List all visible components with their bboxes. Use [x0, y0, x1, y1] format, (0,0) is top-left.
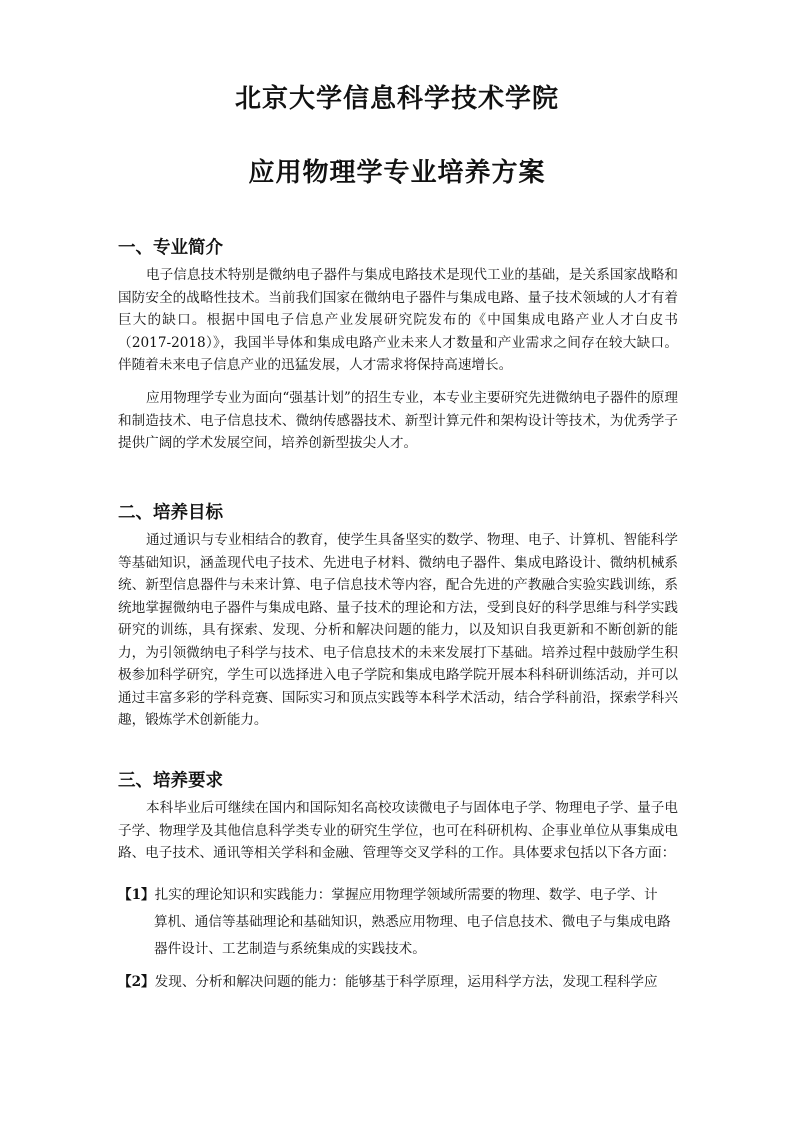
introduction-paragraph-2: 应用物理学专业为面向“强基计划”的招生专业，本专业主要研究先进微纳电子器件的原理和制造技术、电子信息技术、微纳传感器技术、新型计算元件和架构设计等技术，为优秀学子提供广阔的学术发展空间，培养创新型拔尖人才。 [118, 390, 678, 451]
objectives-paragraph: 通过通识与专业相结合的教育，使学生具备坚实的数学、物理、电子、计算机、智能科学等基础知识，涵盖现代电子技术、先进电子材料、微纳电子器件、集成电路设计、微纳机械系统、新型信息器件与未来计算、电子信息技术等内容，配合先进的产教融合实验实践训练，系统地掌握微纳电子器件与集成电路、量子技术的理论和方法，受到良好的科学思维与科学实践研究的训练，具有探索、发现、分析和解决问题的能力，以及知识自我更新和不断创新的能力，为引领微纳电子科学与技术、电子信息技术的未来发展打下基础。培养过程中鼓励学生积极参加科学研究，学生可以选择进入电子学院和集成电路学院开展本科科研训练活动，并可以通过丰富多彩的学科竞赛、国际实习和顶点实践等本科学术活动，结合学科前沿，探索学科兴趣，锻炼学术创新能力。 [118, 532, 678, 728]
section-heading-objectives: 二、培养目标 [118, 503, 223, 523]
introduction-paragraph-1: 电子信息技术特别是微纳电子器件与集成电路技术是现代工业的基础，是关系国家战略和国防安全的战略性技术。当前我们国家在微纳电子器件与集成电路、量子技术领域的人才有着巨大的缺口。根据中国电子信息产业发展研究院发布的《中国集成电路产业人才白皮书（2017-2018）》，我国半导体和集成电路产业未来人才数量和产业需求之间存在较大缺口。伴随着未来电子信息产业的迅猛发展，人才需求将保持高速增长。 [118, 267, 678, 373]
requirement-item-1 [118, 882, 678, 963]
requirement-item-1-marker: 【1】 [118, 887, 155, 903]
requirement-item-2 [118, 969, 678, 996]
requirement-item-1-line1: 扎实的理论知识和实践能力：掌握应用物理学领域所需要的物理、数学、电子学、计 [154, 887, 658, 903]
requirement-item-2-text: 发现、分析和解决问题的能力：能够基于科学原理，运用科学方法，发现工程科学应 [154, 974, 658, 990]
requirement-item-1-continuation: 算机、通信等基础理论和基础知识，熟悉应用物理、电子信息技术、微电子与集成电路器件设计、工艺制造与系统集成的实践技术。 [154, 914, 671, 957]
section-heading-requirements: 三、培养要求 [118, 771, 223, 791]
document-title-school: 北京大学信息科学技术学院 [234, 84, 559, 114]
section-heading-introduction: 一、专业简介 [118, 238, 223, 258]
document-title-program: 应用物理学专业培养方案 [248, 158, 546, 188]
requirement-item-2-marker: 【2】 [118, 974, 155, 990]
requirements-paragraph: 本科毕业后可继续在国内和国际知名高校攻读微电子与固体电子学、物理电子学、量子电子学、物理学及其他信息科学类专业的研究生学位，也可在科研机构、企事业单位从事集成电路、电子技术、通讯等相关学科和金融、管理等交叉学科的工作。具体要求包括以下各方面： [118, 800, 678, 861]
